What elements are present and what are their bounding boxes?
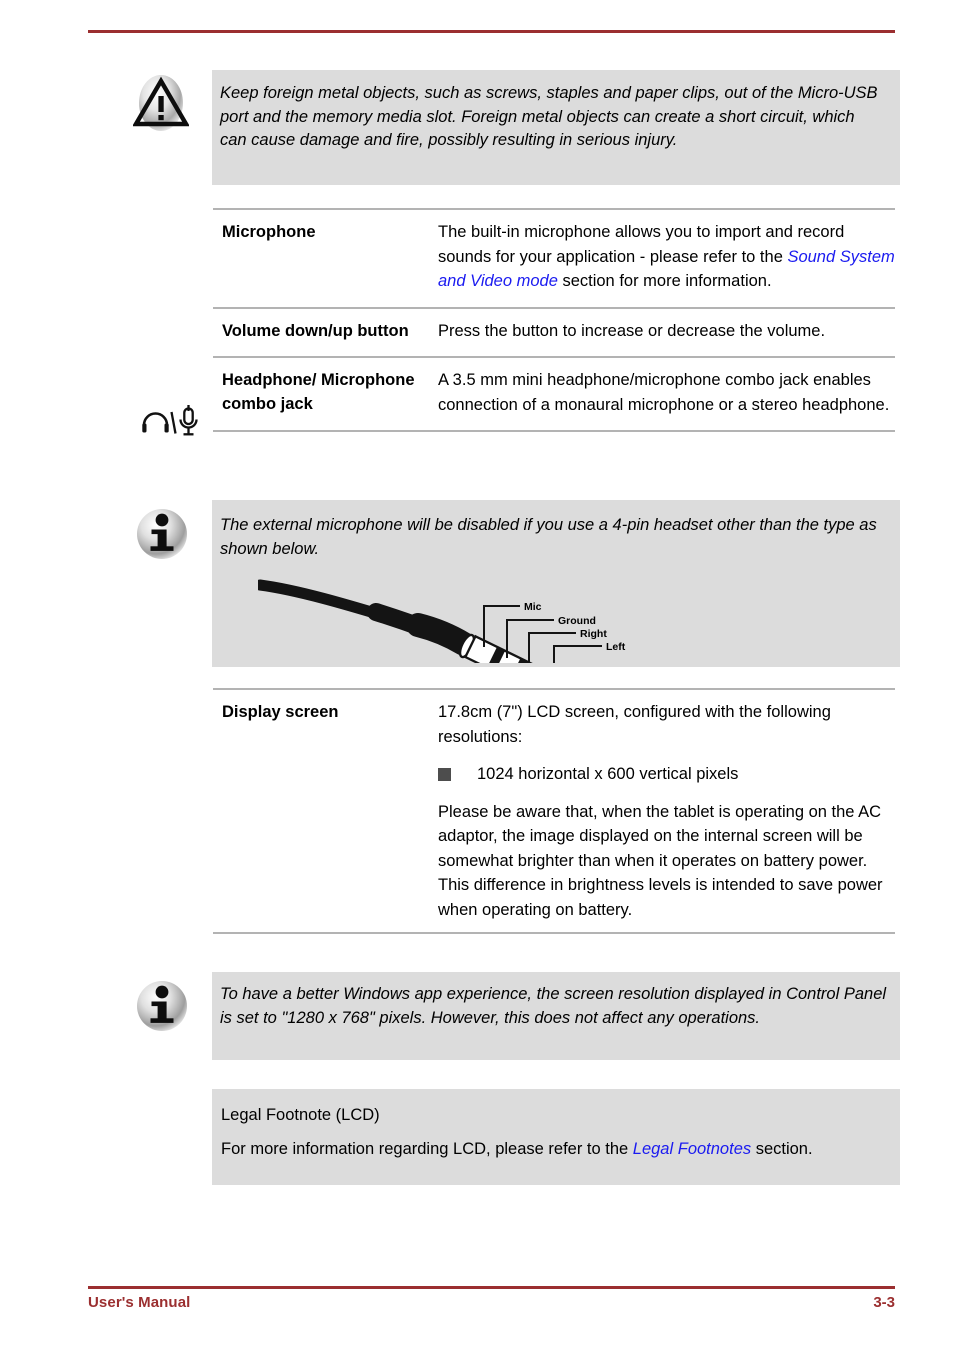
table-row (213, 208, 895, 307)
headphone-jack-text: A 3.5 mm mini headphone/microphone combo jack enables connection of a monaural microphone or a stereo headphone. (438, 371, 890, 414)
volume-button-text: Press the button to increase or decrease the volume. (438, 321, 826, 340)
jack-label-mic: Mic (524, 601, 542, 613)
headset-note-text: The external microphone will be disabled if you use a 4-pin headset other than the type as shown below. (220, 516, 877, 558)
resolution-note-icon-slot (136, 980, 196, 1032)
square-bullet-icon (438, 768, 451, 781)
legal-footnotes-link[interactable]: Legal Footnotes (632, 1140, 752, 1158)
sound-system-video-mode-link[interactable]: Sound System and Video mode (438, 247, 895, 290)
footer-page-number: 3-3 (873, 1294, 895, 1311)
resolution-bullet-text: 1024 horizontal x 600 vertical pixels (477, 765, 739, 783)
display-screen-intro: 17.8cm (7") LCD screen, configured with the following resolutions: (438, 703, 831, 746)
table-row (213, 688, 895, 934)
jack-label-ground: Ground (558, 615, 596, 627)
resolution-note-callout (212, 972, 900, 1060)
display-screen-outro: Please be aware that, when the tablet is operating on the AC adaptor, the image displayed on the internal screen will be somewhat brighter than when it operates on battery power. This difference in brightness levels is intended to save power when operating on battery. (438, 802, 883, 919)
table-row (213, 356, 895, 432)
row-label-volume-button: Volume down/up button (222, 321, 409, 340)
info-icon (136, 980, 188, 1032)
footer-manual-label: User's Manual (88, 1294, 191, 1311)
legal-footnote-title: Legal Footnote (LCD) (221, 1106, 380, 1124)
warning-icon-slot (133, 74, 193, 132)
info-icon (136, 508, 188, 560)
headphone-icon-slot (140, 404, 202, 438)
row-label-headphone-jack: Headphone/ Microphone combo jack (222, 371, 415, 413)
legal-footnote-box (212, 1089, 900, 1185)
legal-footnote-body (221, 1137, 882, 1162)
row-body-display-screen (438, 700, 895, 922)
headphone-microphone-combo-icon (140, 404, 202, 438)
legal-footnote-text-part1: For more information regarding LCD, please refer to the (221, 1140, 633, 1158)
warning-callout (212, 70, 900, 185)
spec-table-display (213, 688, 895, 934)
spec-table-top (213, 208, 895, 432)
header-rule (88, 30, 895, 33)
resolution-bullet-item (438, 762, 895, 787)
row-label-display-screen: Display screen (222, 703, 339, 721)
jack-label-left: Left (606, 641, 626, 653)
row-body-microphone (438, 220, 895, 294)
row-body-volume-button (438, 319, 895, 344)
resolution-note-text: To have a better Windows app experience, the screen resolution displayed in Control Panel is set to "1280 x 768" pixels. However, this does not affect any operations. (220, 985, 887, 1027)
microphone-text-part2: section for more information. (557, 272, 772, 290)
headset-note-icon-slot (136, 508, 196, 560)
four-pin-headset-jack-diagram (258, 563, 758, 663)
row-body-headphone-jack (438, 368, 895, 417)
jack-label-right: Right (580, 628, 607, 640)
footer-rule (88, 1286, 895, 1289)
warning-callout-text: Keep foreign metal objects, such as screws, staples and paper clips, out of the Micro-USB port and the memory media slot. Foreign metal objects can create a short circuit, which can cause damage and fire, possibly resulting in serious injury. (220, 84, 878, 149)
row-label-microphone: Microphone (222, 223, 316, 241)
headset-note-callout (212, 500, 900, 667)
table-row (213, 307, 895, 357)
microphone-text-part1: The built-in microphone allows you to import and record sounds for your application - please refer to the (438, 223, 845, 266)
warning-triangle-icon (133, 74, 189, 132)
legal-footnote-text-part2: section. (751, 1140, 813, 1158)
